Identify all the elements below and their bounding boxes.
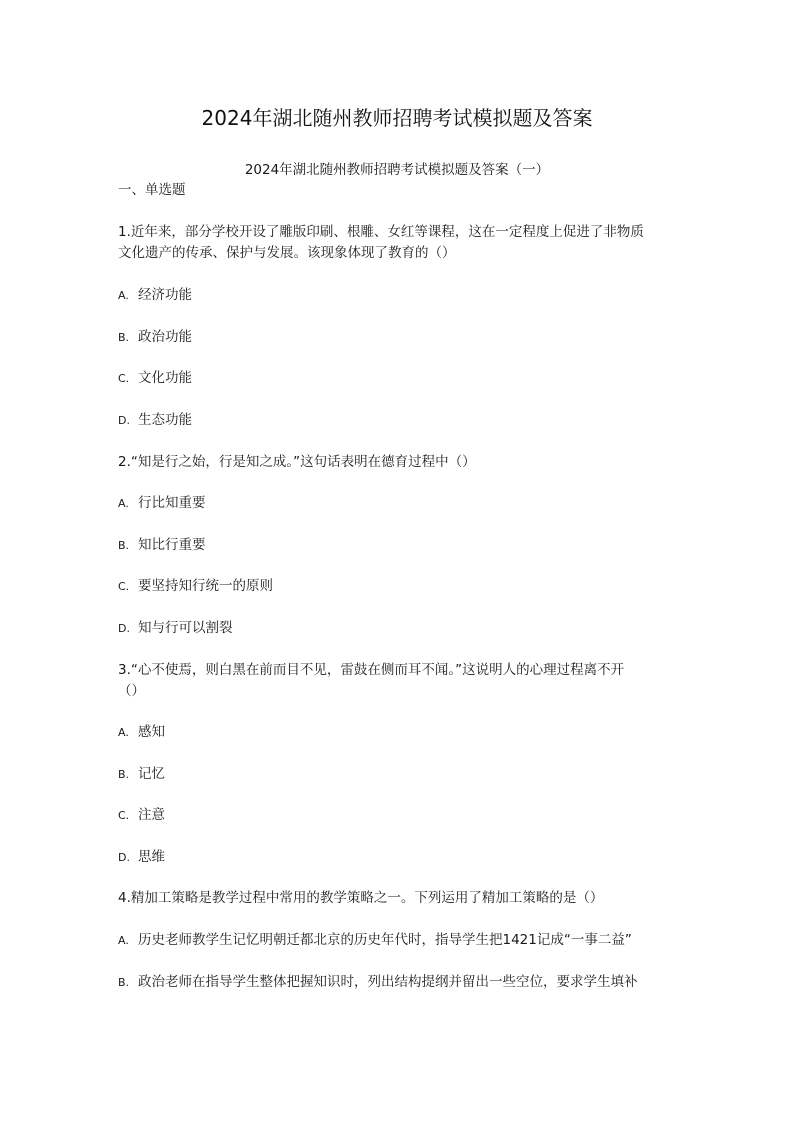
option-text: 要坚持知行统一的原则 xyxy=(138,578,273,594)
question-1-option-d xyxy=(118,410,192,431)
question-3-option-c xyxy=(118,805,165,826)
option-letter: C. xyxy=(118,372,130,385)
option-letter: D. xyxy=(118,622,130,635)
question-1-line-1: 1.近年来，部分学校开设了雕版印刷、根雕、女红等课程，这在一定程度上促进了非物质 xyxy=(118,224,644,240)
question-2-option-d xyxy=(118,618,233,639)
option-letter: A. xyxy=(118,497,129,510)
option-letter: B. xyxy=(118,768,130,781)
section-heading: 一、单选题 xyxy=(118,182,186,198)
option-letter: A. xyxy=(118,289,129,302)
question-1-option-c xyxy=(118,368,192,389)
option-letter: A. xyxy=(118,934,129,947)
option-letter: B. xyxy=(118,976,130,989)
option-letter: B. xyxy=(118,539,130,552)
option-text: 知与行可以割裂 xyxy=(138,620,233,636)
option-text: 记忆 xyxy=(138,766,165,782)
question-3-line-1: 3.“心不使焉，则白黑在前而目不见，雷鼓在侧而耳不闻。”这说明人的心理过程离不开 xyxy=(118,662,625,678)
option-letter: C. xyxy=(118,580,130,593)
option-text: 经济功能 xyxy=(138,287,192,303)
question-4-option-b xyxy=(118,972,638,993)
document-title: 2024年湖北随州教师招聘考试模拟题及答案 xyxy=(201,106,593,130)
option-letter: A. xyxy=(118,726,129,739)
option-text: 政治老师在指导学生整体把握知识时，列出结构提纲并留出一些空位，要求学生填补 xyxy=(138,974,638,990)
option-letter: B. xyxy=(118,331,130,344)
document-subtitle: 2024年湖北随州教师招聘考试模拟题及答案（一） xyxy=(244,162,550,178)
question-1-option-b xyxy=(118,327,192,348)
option-text: 感知 xyxy=(138,724,165,740)
question-3-option-d xyxy=(118,847,165,868)
question-4-option-a xyxy=(118,930,632,951)
option-letter: C. xyxy=(118,809,130,822)
option-text: 思维 xyxy=(138,849,165,865)
option-text: 政治功能 xyxy=(138,329,192,345)
option-text: 知比行重要 xyxy=(138,537,206,553)
option-text: 文化功能 xyxy=(138,370,192,386)
question-3-option-b xyxy=(118,764,165,785)
question-2-option-c xyxy=(118,576,273,597)
question-3-line-2: （） xyxy=(118,683,145,699)
question-2-option-a xyxy=(118,493,206,514)
question-2-line-1: 2.“知是行之始，行是知之成。”这句话表明在德育过程中（） xyxy=(118,454,476,470)
question-4-line-1: 4.精加工策略是教学过程中常用的教学策略之一。下列运用了精加工策略的是（） xyxy=(118,890,604,906)
question-3-option-a xyxy=(118,722,165,743)
option-text: 注意 xyxy=(138,807,165,823)
option-letter: D. xyxy=(118,851,130,864)
question-2-option-b xyxy=(118,535,206,556)
option-text: 历史老师教学生记忆明朝迁都北京的历史年代时，指导学生把1421记成“一事二益” xyxy=(138,932,632,948)
question-1-line-2: 文化遗产的传承、保护与发展。该现象体现了教育的（） xyxy=(118,245,456,261)
question-1-option-a xyxy=(118,285,192,306)
option-text: 行比知重要 xyxy=(138,495,206,511)
option-letter: D. xyxy=(118,414,130,427)
option-text: 生态功能 xyxy=(138,412,192,428)
